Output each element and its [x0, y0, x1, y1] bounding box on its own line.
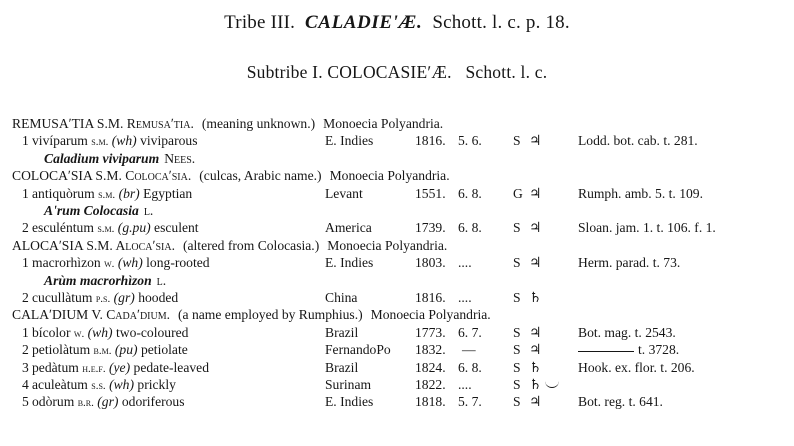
flowering-months: 5. 7. — [458, 394, 482, 410]
flowering-months: 6. 8. — [458, 359, 482, 375]
introduction-year: 1816. — [415, 290, 446, 305]
species-row — [0, 289, 794, 307]
reference-group — [578, 219, 716, 237]
reference-citation: Herm. parad. t. 73. — [578, 255, 681, 271]
ditto-dash — [578, 351, 634, 352]
species-english-name: pedate-leaved — [133, 359, 210, 375]
species-author: s.s. — [91, 380, 106, 392]
species-name: odòrum — [32, 394, 75, 410]
habitat-code: S — [513, 255, 521, 271]
introduction-year: 1832. — [415, 342, 446, 358]
habitat-code: S — [513, 342, 521, 358]
genus-etymology: (culcas, Arabic name.) — [199, 168, 322, 184]
reference-citation: Rumph. amb. 5. t. 109. — [578, 185, 703, 201]
introduction-year: 1551. — [415, 185, 446, 201]
genus-row — [0, 306, 794, 324]
species-english-name: petiolate — [140, 342, 188, 358]
species-english-name: hooded — [138, 290, 179, 305]
genus-class: Monoecia Polyandria. — [329, 168, 450, 184]
introduction-year: 1818. — [415, 394, 446, 410]
reference-group — [578, 359, 695, 377]
species-english-name: esculent — [154, 220, 199, 236]
species-name-group — [32, 289, 178, 308]
species-colour: (br) — [118, 185, 140, 201]
duration-symbol: ♄ — [529, 290, 542, 306]
habitat-code: S — [513, 377, 521, 392]
native-country: Levant — [325, 185, 363, 201]
reference-citation: Bot. mag. t. 2543. — [578, 324, 676, 340]
genus-class: Monoecia Polyandria. — [370, 307, 491, 323]
introduction-year: 1803. — [415, 255, 446, 271]
duration-symbol: ♃ — [529, 220, 542, 237]
native-country: E. Indies — [325, 133, 374, 149]
genus-name: CALAʹDIUM V. Cadaʹdium. — [12, 307, 171, 323]
reference-group — [578, 393, 663, 411]
duration-symbol: ♄ — [529, 377, 542, 393]
synonym-name: Arùm macrorhìzon — [44, 272, 152, 288]
reference-citation: Bot. reg. t. 641. — [578, 394, 663, 410]
native-country: Brazil — [325, 359, 359, 375]
reference-citation: Sloan. jam. 1. t. 106. f. 1. — [578, 220, 716, 236]
synonym-author: Nees. — [164, 150, 196, 166]
species-number: 1 — [22, 185, 29, 201]
species-row — [0, 254, 794, 272]
synonym-row — [0, 150, 794, 168]
species-number: 2 — [22, 290, 29, 305]
synonym-author: l. — [156, 272, 167, 288]
species-name-group — [32, 219, 199, 238]
species-number: 2 — [22, 220, 29, 236]
native-country: FernandoPo — [325, 342, 391, 358]
species-english-name: Egyptian — [143, 185, 193, 201]
species-name-group — [32, 254, 210, 273]
reference-group — [578, 185, 703, 203]
duration-symbol: ♃ — [529, 324, 542, 341]
species-author: b.m. — [93, 345, 112, 358]
subtribe-reference: Schott. l. c. — [465, 62, 548, 82]
tribe-name: CALADIEʹÆ. — [305, 12, 423, 33]
species-name-group — [32, 359, 209, 378]
species-name-group — [32, 185, 192, 204]
species-row — [0, 219, 794, 237]
species-colour: (pu) — [114, 342, 138, 358]
species-name-group — [32, 324, 188, 343]
species-colour: (gr) — [113, 290, 135, 305]
species-english-name: prickly — [137, 377, 176, 392]
native-country: E. Indies — [325, 394, 374, 410]
species-author: s.m. — [91, 136, 109, 149]
species-number: 4 — [22, 377, 29, 392]
genus-etymology: (meaning unknown.) — [201, 116, 316, 131]
species-name: pedàtum — [32, 359, 79, 375]
genus-etymology: (altered from Colocasia.) — [182, 237, 320, 253]
introduction-year: 1822. — [415, 377, 446, 392]
species-name: antiquòrum — [32, 185, 95, 201]
genus-row — [0, 237, 794, 255]
synonym-name: Aʹrum Colocasia — [44, 203, 139, 218]
habitat-code: S — [513, 290, 521, 305]
habitat-code: G — [513, 185, 523, 201]
species-author: w. — [104, 258, 115, 271]
species-name: cucullàtum — [32, 290, 93, 305]
species-author: h.e.f. — [82, 362, 106, 375]
species-name: petiolàtum — [32, 342, 91, 358]
species-english-name: viviparous — [140, 133, 198, 149]
native-country: China — [325, 290, 358, 305]
flowering-months: .... — [458, 377, 472, 392]
tribe-heading — [0, 12, 794, 34]
reference-citation: t. 3728. — [638, 342, 680, 358]
species-colour: (ye) — [109, 359, 131, 375]
reference-citation: Hook. ex. flor. t. 206. — [578, 359, 695, 375]
flowering-months: 6. 8. — [458, 185, 482, 201]
species-name: aculeàtum — [32, 377, 88, 392]
species-name-group — [32, 393, 185, 412]
synonym-name: Caladium viviparum — [44, 150, 160, 166]
genus-row — [0, 115, 794, 133]
genus-class: Monoecia Polyandria. — [327, 237, 448, 253]
habitat-code: S — [513, 133, 521, 149]
introduction-year: 1816. — [415, 133, 446, 149]
reference-group — [578, 341, 679, 359]
species-row — [0, 324, 794, 342]
habitat-code: S — [513, 394, 521, 410]
species-name: bícolor — [32, 324, 71, 340]
native-country: Surinam — [325, 377, 372, 392]
species-number: 1 — [22, 255, 29, 271]
species-name-group — [32, 341, 188, 360]
habitat-code: S — [513, 359, 521, 375]
species-name: vivíparum — [32, 133, 88, 149]
species-author: b.r. — [77, 397, 94, 410]
species-number: 1 — [22, 324, 29, 340]
native-country: America — [325, 220, 372, 236]
genus-etymology: (a name employed by Rumphius.) — [178, 307, 363, 323]
species-row — [0, 132, 794, 150]
flowering-months: 6. 8. — [458, 220, 482, 236]
species-number: 3 — [22, 359, 29, 375]
genus-name: COLOCAʹSIA S.M. Colocaʹsia. — [12, 168, 192, 184]
reference-citation: Lodd. bot. cab. t. 281. — [578, 133, 698, 149]
species-english-name: two-coloured — [115, 324, 189, 340]
species-row — [0, 185, 794, 203]
species-colour: (gr) — [97, 394, 119, 410]
flowering-months: .... — [458, 290, 472, 305]
species-row — [0, 376, 794, 394]
species-colour: (wh) — [87, 324, 113, 340]
synonym-row — [0, 272, 794, 290]
genus-name: REMUSAʹTIA S.M. Remusaʹtia. — [12, 116, 194, 131]
bracket-mark — [545, 379, 559, 388]
native-country: Brazil — [325, 324, 359, 340]
duration-symbol: ♄ — [529, 359, 542, 376]
flowering-months: — — [462, 342, 476, 358]
genus-row — [0, 167, 794, 185]
species-row — [0, 359, 794, 377]
species-number: 2 — [22, 342, 29, 358]
duration-symbol: ♃ — [529, 185, 542, 202]
tribe-prefix: Tribe III. — [224, 12, 296, 33]
habitat-code: S — [513, 220, 521, 236]
introduction-year: 1773. — [415, 324, 446, 340]
species-name: macrorhìzon — [32, 255, 101, 271]
species-author: p.s. — [95, 293, 111, 305]
species-row — [0, 341, 794, 359]
species-name-group — [32, 132, 197, 151]
species-row — [0, 393, 794, 411]
introduction-year: 1739. — [415, 220, 446, 236]
duration-symbol: ♃ — [529, 133, 542, 150]
genus-name: ALOCAʹSIA S.M. Alocaʹsia. — [12, 237, 175, 253]
reference-group — [578, 132, 698, 150]
tribe-reference: Schott. l. c. p. 18. — [432, 12, 570, 33]
species-english-name: odoriferous — [121, 394, 185, 410]
flowering-months: 5. 6. — [458, 133, 482, 149]
species-colour: (wh) — [117, 255, 143, 271]
introduction-year: 1824. — [415, 359, 446, 375]
duration-symbol: ♃ — [529, 255, 542, 272]
synonym-row — [0, 202, 794, 220]
species-number: 1 — [22, 133, 29, 149]
species-number: 5 — [22, 394, 29, 410]
species-english-name: long-rooted — [146, 255, 210, 271]
species-author: w. — [73, 327, 85, 340]
subtribe-heading — [0, 62, 794, 83]
reference-group — [578, 254, 680, 272]
synonym-author: l. — [143, 203, 154, 218]
species-author: s.m. — [97, 223, 115, 236]
duration-symbol: ♃ — [529, 342, 542, 359]
species-name-group — [32, 376, 176, 395]
flowering-months: 6. 7. — [458, 324, 482, 340]
habitat-code: S — [513, 324, 521, 340]
native-country: E. Indies — [325, 255, 374, 271]
species-colour: (wh) — [109, 377, 134, 392]
genus-class: Monoecia Polyandria. — [323, 116, 444, 131]
species-colour: (wh) — [111, 133, 137, 149]
reference-group — [578, 324, 676, 342]
species-author: s.m. — [98, 188, 116, 201]
species-name: esculéntum — [32, 220, 94, 236]
species-colour: (g.pu) — [117, 220, 151, 236]
duration-symbol: ♃ — [529, 394, 542, 411]
flowering-months: .... — [458, 255, 472, 271]
subtribe-text: Subtribe I. COLOCASIEʹÆ. — [246, 62, 452, 82]
